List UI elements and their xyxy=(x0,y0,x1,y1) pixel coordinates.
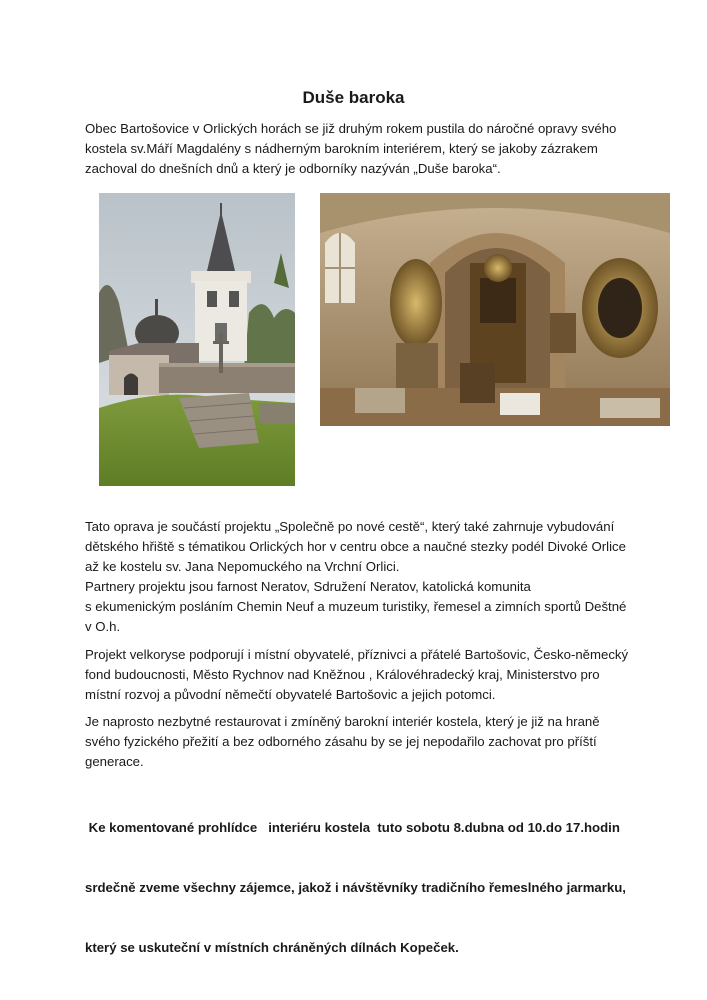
invitation-line: který se uskuteční v místních chráněných dílnách Kopeček. xyxy=(85,940,459,955)
paragraph-line: svého fyzického přežití a bez odborného zásahu by se jej nepodařilo zachovat pro příští xyxy=(85,734,597,749)
paragraph-line: s ekumenickým posláním Chemin Neuf a muzeum turistiky, řemesel a zimních sportů Deštné xyxy=(85,599,627,614)
paragraph-line: Partnery projektu jsou farnost Neratov, Sdružení Neratov, katolická komunita xyxy=(85,579,531,594)
intro-line: zachoval do dnešních dnů a který je odborníky nazýván „Duše baroka“. xyxy=(85,161,501,176)
paragraph-line: dětského hřiště s tématikou Orlických hor v centru obce a naučné stezky podél Divoké Orlice xyxy=(85,539,626,554)
paragraph-line: fond budoucnosti, Město Rychnov nad Kněžnou , Královéhradecký kraj, Ministerstvo pro xyxy=(85,667,600,682)
page-title: Duše baroka xyxy=(302,88,405,107)
church-interior-photo xyxy=(320,193,670,426)
invitation-paragraph xyxy=(85,778,630,998)
invitation-line: srdečně zveme všechny zájemce, jakož i návštěvníky tradičního řemeslného jarmarku, xyxy=(85,880,626,895)
intro-line: Obec Bartošovice v Orlických horách se již druhým rokem pustila do náročné opravy svého xyxy=(85,121,617,136)
restoration-paragraph xyxy=(85,712,630,772)
paragraph-line: Tato oprava je součástí projektu „Společně po nové cestě“, který také zahrnuje vybudování xyxy=(85,519,615,534)
paragraph-line: místní rozvoj a původní němečtí obyvatelé Bartošovic a jejich potomci. xyxy=(85,687,496,702)
paragraph-line: Je naprosto nezbytné restaurovat i zmíněný barokní interiér kostela, který je již na hraně xyxy=(85,714,600,729)
invitation-line: Ke komentované prohlídce interiéru kostela tuto sobotu 8.dubna od 10.do 17.hodin xyxy=(85,820,620,835)
paragraph-line: Projekt velkoryse podporují i místní obyvatelé, příznivci a přátelé Bartošovic, Česko-německý xyxy=(85,647,629,662)
partners-paragraph xyxy=(85,577,630,637)
paragraph-line: generace. xyxy=(85,754,144,769)
intro-paragraph xyxy=(85,119,630,179)
supporters-paragraph xyxy=(85,645,630,705)
intro-line: kostela sv.Máří Magdalény s nádherným barokním interiérem, který se jakoby zázrakem xyxy=(85,141,598,156)
church-exterior-photo xyxy=(99,193,295,486)
paragraph-line: v O.h. xyxy=(85,619,121,634)
project-paragraph xyxy=(85,517,630,577)
paragraph-line: až ke kostelu sv. Jana Nepomuckého na Vrchní Orlici. xyxy=(85,559,400,574)
